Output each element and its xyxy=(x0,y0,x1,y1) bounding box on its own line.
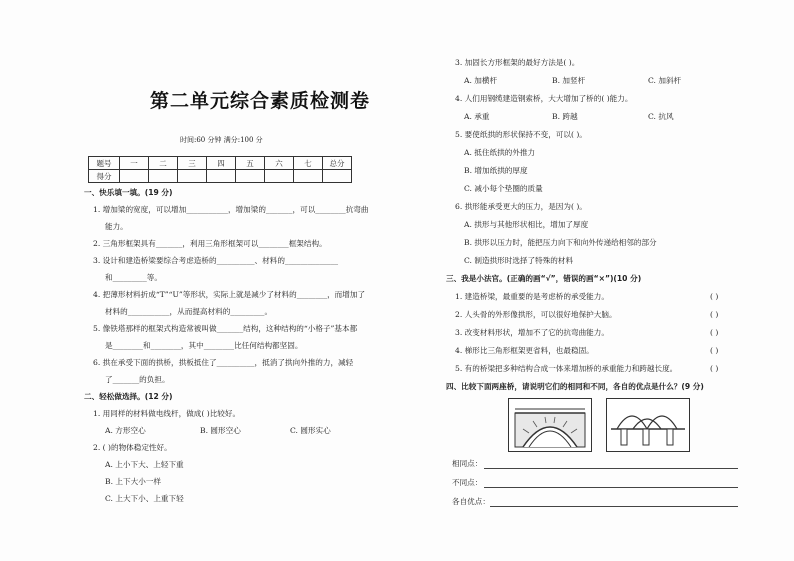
question-text: 2. ( )的物体稳定性好。 xyxy=(93,443,172,452)
answer-paren[interactable]: ( ) xyxy=(710,346,719,355)
judge-statement: 5. 有的桥梁把多种结构合成一体来增加桥的承重能力和跨越长度。 xyxy=(455,364,678,373)
question-text: 2. 三角形框架具有_______，利用三角形框架可以________框架结构。 xyxy=(93,239,327,248)
answer-line[interactable] xyxy=(490,506,738,507)
page-title: 第二单元综合素质检测卷 xyxy=(150,90,371,112)
multi-arch-bridge-icon xyxy=(607,399,689,451)
option-b[interactable]: B. 圆形空心 xyxy=(200,426,241,435)
question-text: 3. 加固长方形框架的最好方法是( )。 xyxy=(455,58,580,67)
option-c[interactable]: C. 减小每个垫圈的质量 xyxy=(464,184,543,193)
question-text: 6. 拱形能承受更大的压力，是因为( )。 xyxy=(455,202,587,211)
question-text: 3. 设计和建造桥梁要综合考虑造桥的__________、材料的______________ xyxy=(93,256,339,265)
judge-statement: 2. 人头骨的外形像拱形，可以很好地保护大脑。 xyxy=(455,310,617,319)
question-text: 能力。 xyxy=(105,222,128,231)
option-b[interactable]: B. 跨越 xyxy=(552,112,578,121)
option-a[interactable]: A. 承重 xyxy=(464,112,490,121)
multi-arch-bridge-figure xyxy=(606,398,690,452)
answer-label-differences: 不同点： xyxy=(452,478,483,487)
section-1-heading: 一、快乐填一填。(19 分) xyxy=(84,188,173,197)
question-text: 1. 增加梁的宽度，可以增加___________，增加梁的_______，可以________抗弯曲 xyxy=(93,205,369,214)
option-c[interactable]: C. 上大下小、上重下轻 xyxy=(105,494,184,503)
answer-paren[interactable]: ( ) xyxy=(710,328,719,337)
answer-paren[interactable]: ( ) xyxy=(710,292,719,301)
question-text: 1. 用同样的材料做电线杆，做成( )比较好。 xyxy=(93,409,241,418)
question-text: 材料的___________，从而提高材料的_________。 xyxy=(105,307,273,316)
section-2-heading: 二、轻松做选择。(12 分) xyxy=(84,392,173,401)
score-cell: 题号 xyxy=(89,157,120,170)
score-blank[interactable] xyxy=(294,170,323,183)
option-c[interactable]: C. 制造拱形时选择了特殊的材料 xyxy=(464,256,574,265)
answer-label-advantages: 各自优点： xyxy=(452,497,490,506)
score-cell: 四 xyxy=(207,157,236,170)
answer-label-similarities: 相同点： xyxy=(452,459,483,468)
score-blank[interactable] xyxy=(178,170,207,183)
score-cell: 一 xyxy=(120,157,149,170)
score-header-row xyxy=(89,157,352,170)
question-text: 了_______的负担。 xyxy=(105,375,170,384)
question-text: 和_________等。 xyxy=(105,273,162,282)
option-a[interactable]: A. 拱形与其他形状相比，增加了厚度 xyxy=(464,220,589,229)
exam-meta: 时间:60 分钟 满分:100 分 xyxy=(180,136,263,144)
score-blank[interactable] xyxy=(265,170,294,183)
option-c[interactable]: C. 抗风 xyxy=(648,112,674,121)
score-cell: 五 xyxy=(236,157,265,170)
judge-statement: 3. 改变材料形状，增加不了它的抗弯曲能力。 xyxy=(455,328,609,337)
score-cell: 七 xyxy=(294,157,323,170)
answer-paren[interactable]: ( ) xyxy=(710,310,719,319)
section-3-heading: 三、我是小法官。(正确的画“√”，错误的画“×”)(10 分) xyxy=(446,274,642,283)
option-a[interactable]: A. 加横杆 xyxy=(464,76,498,85)
score-table xyxy=(88,156,352,183)
score-value-row xyxy=(89,170,352,183)
score-blank[interactable] xyxy=(236,170,265,183)
question-text: 6. 拱在承受下面的拱桥，拱板抵住了__________，抵消了拱向外推的力，减轻 xyxy=(93,358,354,367)
score-blank[interactable] xyxy=(120,170,149,183)
option-c[interactable]: C. 圆形实心 xyxy=(290,426,331,435)
score-cell: 六 xyxy=(265,157,294,170)
score-cell: 总分 xyxy=(323,157,352,170)
section-4-heading: 四、比较下面两座桥，请说明它们的相同和不同，各自的优点是什么？(9 分) xyxy=(446,382,704,391)
judge-statement: 4. 梯形比三角形框架更省料，也最稳固。 xyxy=(455,346,594,355)
score-blank[interactable] xyxy=(149,170,178,183)
option-a[interactable]: A. 方形空心 xyxy=(105,426,146,435)
option-b[interactable]: B. 加竖杆 xyxy=(552,76,586,85)
score-cell: 三 xyxy=(178,157,207,170)
question-text: 4. 把薄形材料折成“T”“U”等形状，实际上就是减少了材料的________，而增加了 xyxy=(93,290,366,299)
option-c[interactable]: C. 加斜杆 xyxy=(648,76,682,85)
option-a[interactable]: A. 上小下大、上轻下重 xyxy=(105,460,184,469)
question-text: 5. 要使纸拱的形状保持不变，可以( )。 xyxy=(455,130,587,139)
stone-arch-bridge-icon xyxy=(509,399,591,451)
answer-line[interactable] xyxy=(484,487,738,488)
question-text: 5. 像铁塔那样的框架式构造常被叫做_______结构，这种结构的“小格子”基本都 xyxy=(93,324,358,333)
answer-paren[interactable]: ( ) xyxy=(710,364,719,373)
option-a[interactable]: A. 抵住纸拱的外推力 xyxy=(464,148,536,157)
option-b[interactable]: B. 拱形以压力时，能把压力向下和向外传递给相邻的部分 xyxy=(464,238,657,247)
answer-line[interactable] xyxy=(484,468,738,469)
score-blank[interactable] xyxy=(323,170,352,183)
judge-statement: 1. 建造桥梁，最重要的是考虑桥的承受能力。 xyxy=(455,292,609,301)
option-b[interactable]: B. 上下大小一样 xyxy=(105,477,161,486)
option-b[interactable]: B. 增加纸拱的厚度 xyxy=(464,166,528,175)
score-blank[interactable] xyxy=(207,170,236,183)
score-label: 得分 xyxy=(89,170,120,183)
score-cell: 二 xyxy=(149,157,178,170)
question-text: 是________和________，其中________比任何结构都坚固。 xyxy=(105,341,303,350)
question-text: 4. 人们用钢缆建造钢索桥，大大增加了桥的( )能力。 xyxy=(455,94,633,103)
arch-bridge-figure xyxy=(508,398,592,452)
